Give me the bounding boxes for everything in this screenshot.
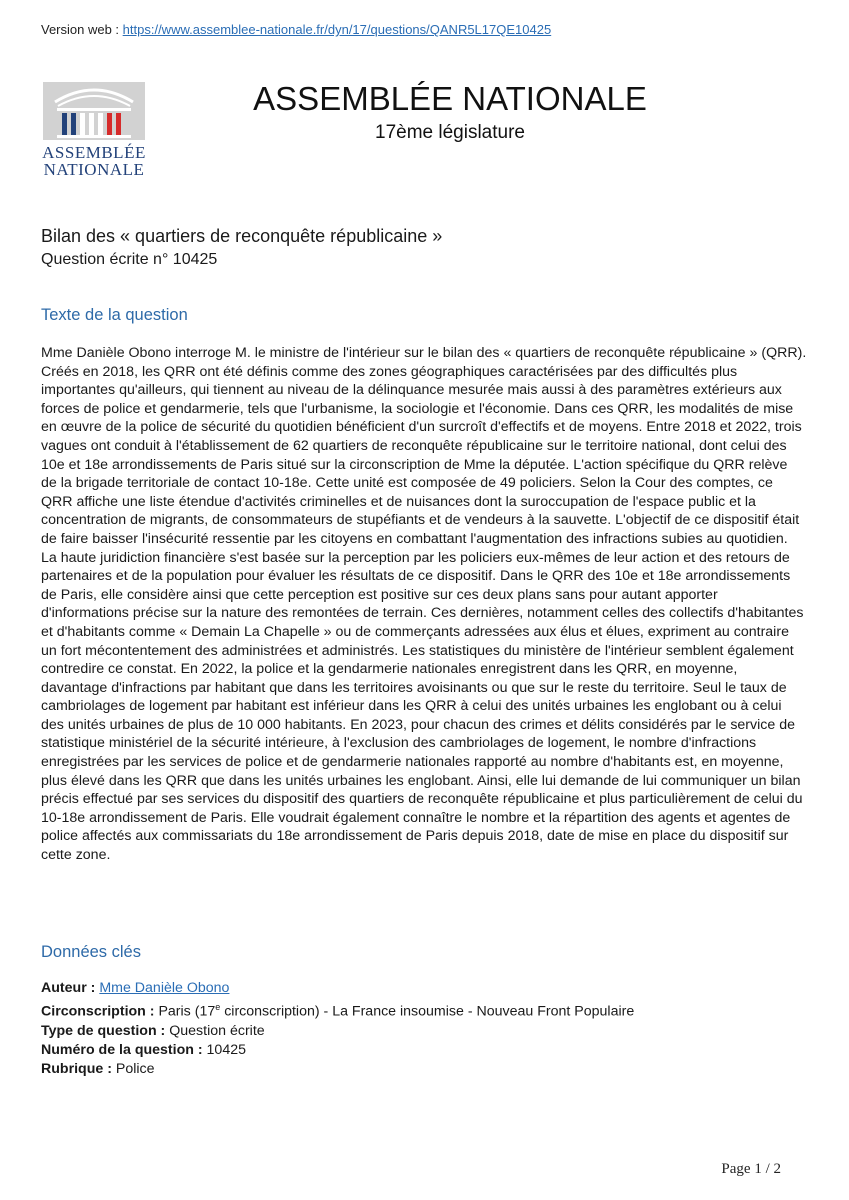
question-title: Bilan des « quartiers de reconquête républicaine » <box>41 226 443 246</box>
number-label: Numéro de la question : <box>41 1041 207 1058</box>
circonscription-value-post: circonscription) - La France insoumise - Nouveau Front Populaire <box>220 1003 635 1020</box>
question-body-text: Mme Danièle Obono interroge M. le ministre de l'intérieur sur le bilan des « quartiers de reconquête républicaine » (QRR). Créés en 2018, les QRR ont été définis comme des zones géographiques caractérisées par des difficultés plus importantes qu'ailleurs, qui tiennent au niveau de la délinquance mesurée mais aussi à des paramètres extérieurs aux forces de police et gendarmerie, tels que l'urbanisme, la sociologie et l'économie. Dans ces QRR, les modalités de mise en œuvre de la police de sécurité du quotidien bénéficient d'un surcroît d'effectifs et de moyens. Entre 2018 et 2022, trois vagues ont conduit à l'établissement de 62 quartiers de reconquête républicaine sur le territoire national, dont celui des 10e et 18e arrondissements de Paris situé sur la circonscription de Mme la députée. L'action spécifique du QRR relève de la brigade territoriale de contact 10-18e. Cette unité est composée de 49 policiers. Selon la Cour des comptes, ce QRR affiche une liste étendue d'activités criminelles et de nuisances dont la suroccupation de l'espace public et la concentration de migrants, de consommateurs de stupéfiants et de vendeurs à la sauvette. L'objectif de ce dispositif était de faire baisser l'insécurité ressentie par les citoyens en combattant l'augmentation des infractions subies au quotidien. La haute juridiction financière s'est basée sur la perception par les policiers eux-mêmes de leur action et des retours de partenaires et de la population pour évaluer les résultats de ce dispositif. Dans le QRR des 10e et 18e arrondissements de Paris, elle considère ainsi que cette perception est positive sur ces deux plans sans pour autant apporter d'informations précise sur la nature des remontées de terrain. Ces dernières, notamment celles des collectifs d'habitantes et d'habitants comme « Demain La Chapelle » ou de commerçants adressées aux élus et élues, expriment au contraire un fort mécontentement des administrées et administrés. Les statistiques du ministère de l'intérieur semblent également contredire ce constat. En 2022, la police et la gendarmerie nationales enregistrent dans les QRR, en moyenne, davantage d'infractions par habitant que dans les territoires avoisinants ou que sur le reste du territoire. Seul le taux de cambriolages de logement par habitant est inférieur dans les QRR à celui des unités urbaines les englobant ou à celui des unités urbaines de plus de 10 000 habitants. En 2023, pour chacun des crimes et délits considérés par le service de statistique ministériel de la sécurité intérieure, à l'exclusion des cambriolages de logement, le nombre d'infractions enregistrées par les services de police et de gendarmerie nationales rapporté au nombre d'habitants est, en moyenne, plus élevé dans les QRR que dans les unités urbaines les englobant. Ainsi, elle lui demande de lui communiquer un bilan précis effectué par ses services du dispositif des quartiers de reconquête républicaine et plus particulièrement de celui du 10-18e arrondissement de Paris. Elle voudrait également connaître le nombre et la répartition des agents et agentes de police affectés aux commissariats du 18e arrondissement de Paris depuis 2018, date de mise en place du dispositif sur cette zone. <box>41 345 807 864</box>
circonscription-label: Circonscription : <box>41 1003 159 1020</box>
logo-line-1: ASSEMBLÉE <box>42 143 146 162</box>
logo-hemicycle-frame <box>43 82 145 140</box>
hemicycle-icon <box>43 82 145 140</box>
rubric-label: Rubrique : <box>41 1060 116 1077</box>
logo-line-2: NATIONALE <box>43 160 145 179</box>
page-title: ASSEMBLÉE NATIONALE <box>253 80 647 117</box>
logo-wordmark <box>41 144 147 178</box>
legislature-subtitle: 17ème législature <box>375 122 525 143</box>
type-value: Question écrite <box>169 1022 265 1039</box>
key-row-circonscription <box>41 998 634 1022</box>
web-version-line <box>41 22 551 37</box>
question-text-heading: Texte de la question <box>41 306 188 324</box>
author-label: Auteur : <box>41 980 100 996</box>
page-number: Page 1 / 2 <box>721 1161 781 1177</box>
key-row-author <box>41 979 634 998</box>
web-version-label: Version web : <box>41 22 123 37</box>
assemblee-logo <box>41 82 147 182</box>
key-row-number <box>41 1041 634 1060</box>
question-number: Question écrite n° 10425 <box>41 251 218 268</box>
key-data-heading: Données clés <box>41 943 141 961</box>
author-link[interactable]: Mme Danièle Obono <box>99 980 230 996</box>
key-row-rubric <box>41 1060 634 1079</box>
key-data-list <box>41 979 634 1079</box>
rubric-value: Police <box>115 1060 155 1077</box>
key-row-type <box>41 1022 634 1041</box>
type-label: Type de question : <box>41 1022 170 1039</box>
web-version-link[interactable]: https://www.assemblee-nationale.fr/dyn/17/questions/QANR5L17QE10425 <box>122 22 552 37</box>
number-value: 10425 <box>206 1041 246 1058</box>
circonscription-superscript: e <box>215 1002 221 1012</box>
circonscription-value-pre: Paris (17 <box>158 1003 216 1020</box>
